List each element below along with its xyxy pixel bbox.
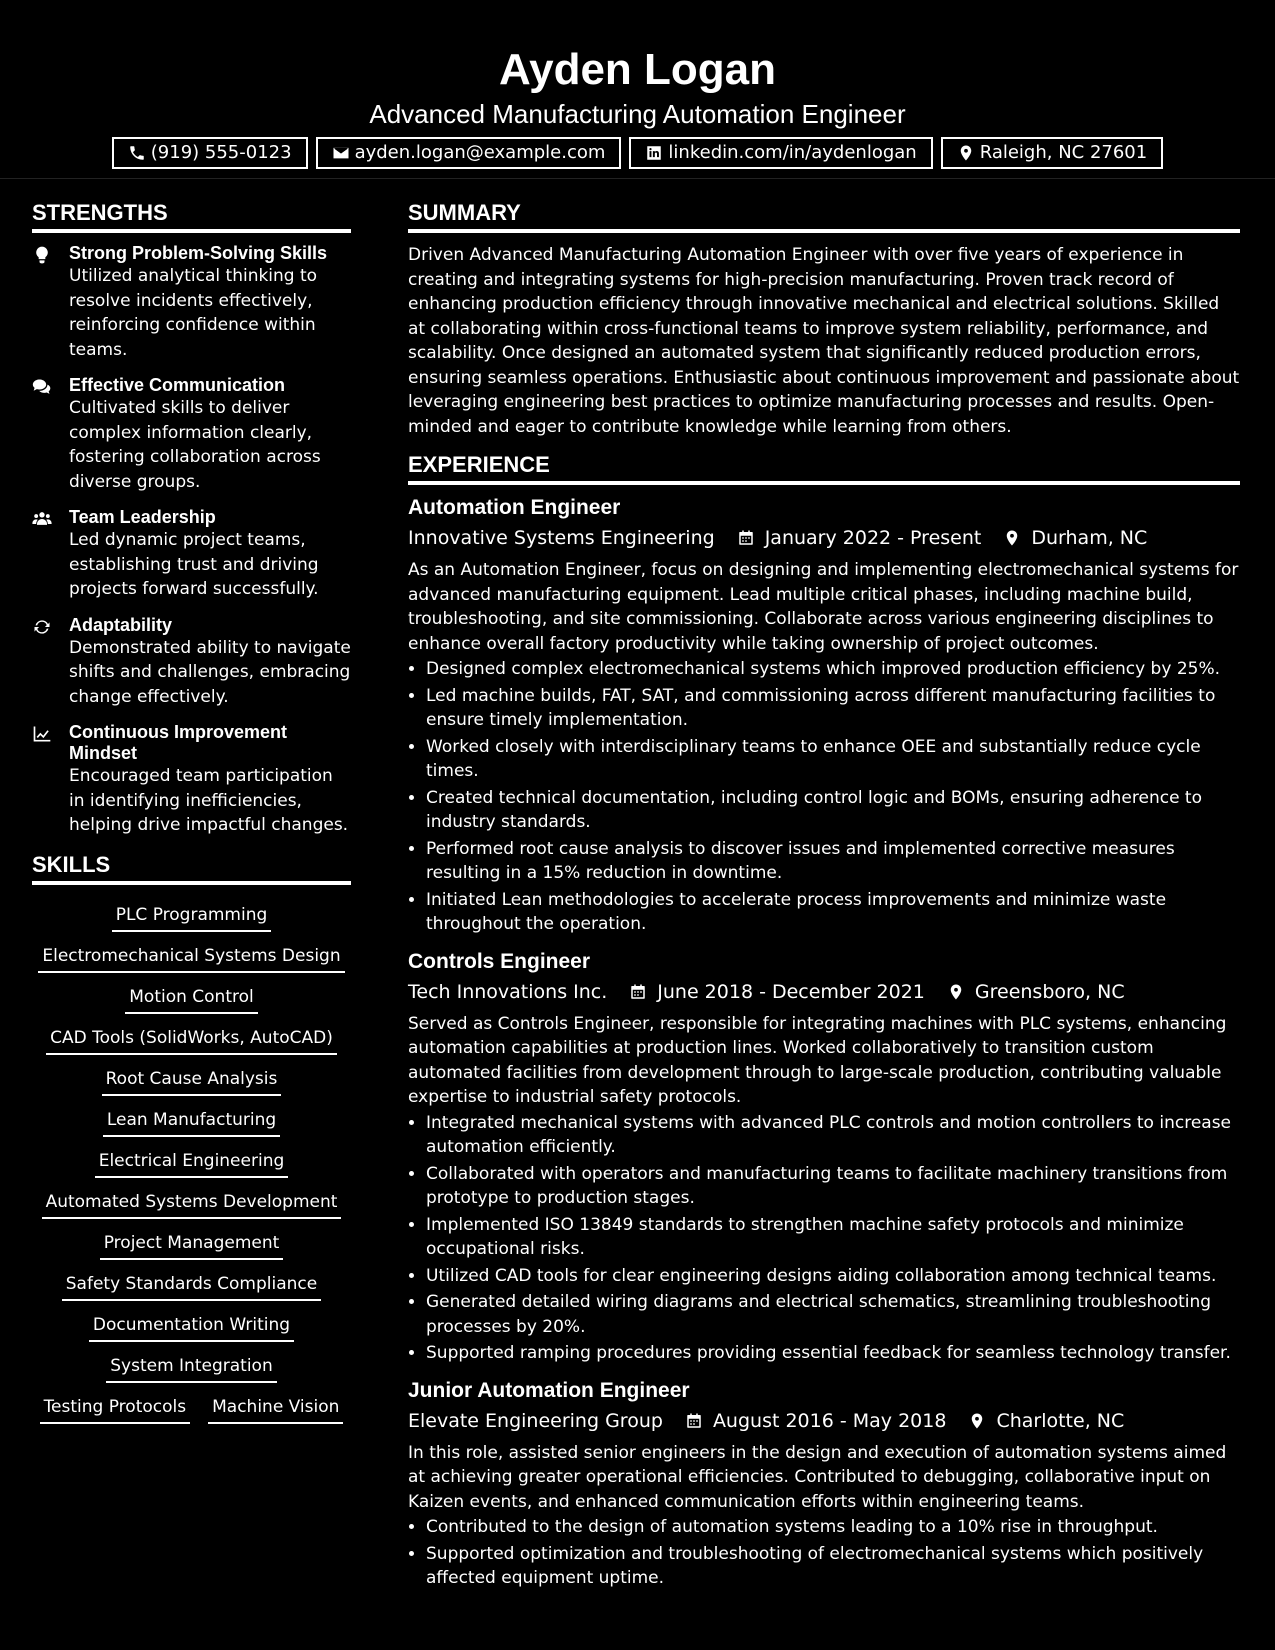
lightbulb-icon xyxy=(32,245,52,265)
job-location: Durham, NC xyxy=(1031,527,1148,549)
header-divider xyxy=(0,178,1275,179)
envelope-icon xyxy=(332,144,350,162)
skills-list xyxy=(32,895,351,1424)
skills-heading: SKILLS xyxy=(32,851,351,885)
right-column xyxy=(408,199,1240,1603)
strength-item xyxy=(32,375,351,494)
bullet-item: • Contributed to the design of automation systems leading to a 10% rise in throughput. xyxy=(426,1515,1240,1540)
bullet-item: • Supported optimization and troubleshooting of electromechanical systems which positively affected equipment uptime. xyxy=(426,1542,1240,1591)
bullet-item: • Designed complex electromechanical systems which improved production efficiency by 25%. xyxy=(426,657,1240,682)
skill-tag: Electromechanical Systems Design xyxy=(38,944,344,973)
contact-phone-text: (919) 555-0123 xyxy=(150,142,292,163)
resume-header xyxy=(0,0,1275,169)
contact-linkedin-text: linkedin.com/in/aydenlogan xyxy=(668,142,917,163)
bullet-item: • Led machine builds, FAT, SAT, and commissioning across different manufacturing facilities to ensure timely implementation. xyxy=(426,684,1240,733)
job-entry xyxy=(408,1378,1240,1591)
job-location: Greensboro, NC xyxy=(974,980,1125,1003)
contact-email[interactable] xyxy=(316,137,622,169)
job-location: Charlotte, NC xyxy=(996,1409,1125,1432)
bullet-item: • Worked closely with interdisciplinary teams to enhance OEE and substantially reduce cycle times. xyxy=(426,735,1240,784)
skill-tag: Lean Manufacturing xyxy=(103,1108,280,1137)
job-dates: August 2016 - May 2018 xyxy=(712,1409,947,1432)
experience-section xyxy=(408,451,1240,1591)
strength-title: Continuous Improvement Mindset xyxy=(69,722,288,763)
map-pin-icon xyxy=(1003,529,1021,547)
strength-title: Strong Problem-Solving Skills xyxy=(69,243,328,263)
bullet-item: • Initiated Lean methodologies to accelerate process improvements and minimize waste throughout the operation. xyxy=(426,888,1240,937)
map-pin-icon xyxy=(957,144,975,162)
strength-description: Demonstrated ability to navigate shifts and challenges, embracing change effectively. xyxy=(69,637,351,707)
job-entry xyxy=(408,949,1240,1366)
skill-tag: Documentation Writing xyxy=(89,1313,294,1342)
strength-item xyxy=(32,615,351,710)
job-dates: June 2018 - December 2021 xyxy=(657,980,925,1003)
job-description: In this role, assisted senior engineers in the design and execution of automation systems aimed at achieving greater operational efficiencies. Contributed to debugging, collaborative input on Kaizen events, and enhanced communication efforts within engineering teams. xyxy=(408,1442,1227,1512)
candidate-title: Advanced Manufacturing Automation Engineer xyxy=(369,99,906,129)
strength-description: Encouraged team participation in identifying inefficiencies, helping drive impactful changes. xyxy=(69,766,349,835)
skill-tag: Automated Systems Development xyxy=(42,1190,342,1219)
summary-section xyxy=(408,199,1240,439)
job-meta xyxy=(408,978,1240,1006)
skill-tag: Testing Protocols xyxy=(40,1395,191,1424)
job-description: Served as Controls Engineer, responsible for integrating machines with PLC systems, enhancing automation capabilities at production lines. Worked collaboratively to transition custom automated facilities from development through to large-scale production, contributing valuable expertise to industrial safety protocols. xyxy=(408,1013,1227,1107)
strength-item xyxy=(32,243,351,362)
skill-tag: PLC Programming xyxy=(112,903,272,932)
bullet-item: • Performed root cause analysis to discover issues and implemented corrective measures resulting in a 15% reduction in downtime. xyxy=(426,837,1240,886)
candidate-name: Ayden Logan xyxy=(498,45,777,94)
contact-location-text: Raleigh, NC 27601 xyxy=(979,142,1148,163)
strength-item xyxy=(32,722,351,838)
bullet-item: • Collaborated with operators and manufacturing teams to facilitate machinery transitions from prototype to production stages. xyxy=(426,1162,1240,1211)
skill-tag: Machine Vision xyxy=(208,1395,343,1424)
contact-bar xyxy=(0,137,1275,169)
sync-icon xyxy=(32,617,52,637)
job-role: Junior Automation Engineer xyxy=(408,1378,690,1402)
job-role: Automation Engineer xyxy=(408,496,621,519)
bullet-item: • Created technical documentation, including control logic and BOMs, ensuring adherence to industry standards. xyxy=(426,786,1240,835)
job-dates: January 2022 - Present xyxy=(764,527,982,549)
skills-section xyxy=(32,851,351,1424)
left-column xyxy=(32,199,351,1424)
job-meta xyxy=(408,524,1240,552)
contact-email-text: ayden.logan@example.com xyxy=(354,142,606,163)
skill-tag: Electrical Engineering xyxy=(95,1149,289,1178)
strength-title: Adaptability xyxy=(69,614,173,635)
map-pin-icon xyxy=(947,983,965,1001)
chart-line-icon xyxy=(32,724,52,744)
strength-description: Cultivated skills to deliver complex information clearly, fostering collaboration across diverse groups. xyxy=(69,398,321,492)
job-meta xyxy=(408,1407,1240,1435)
skill-tag: Root Cause Analysis xyxy=(102,1067,282,1096)
job-company: Innovative Systems Engineering xyxy=(408,527,715,549)
map-pin-icon xyxy=(968,1412,986,1430)
strengths-heading: STRENGTHS xyxy=(32,199,351,233)
strengths-section xyxy=(32,199,351,838)
job-entry xyxy=(408,495,1240,937)
comments-icon xyxy=(32,377,52,397)
summary-text: Driven Advanced Manufacturing Automation Engineer with over five years of experience in creating and integrating systems for high-precision manufacturing. Proven track record of enhancing production efficiency through innovative mechanical and electrical solutions. Skilled at collaborating within cross-functional teams to improve system reliability, performance, and scalability. Once designed an automated system that significantly reduced production errors, ensuring seamless operations. Enthusiastic about continuous improvement and passionate about leveraging engineering best practices to optimize manufacturing processes and results. Open-minded and eager to contribute knowledge while learning from others. xyxy=(408,245,1240,437)
skill-tag: CAD Tools (SolidWorks, AutoCAD) xyxy=(46,1026,337,1055)
skill-tag: Safety Standards Compliance xyxy=(62,1272,321,1301)
skill-tag: System Integration xyxy=(106,1354,276,1383)
bullet-item: • Supported ramping procedures providing essential feedback for seamless technology transfer. xyxy=(426,1341,1240,1366)
contact-location xyxy=(941,137,1164,169)
strength-title: Effective Communication xyxy=(69,375,286,395)
strength-description: Led dynamic project teams, establishing trust and driving projects forward successfully. xyxy=(69,530,319,599)
strength-title: Team Leadership xyxy=(69,507,216,527)
summary-heading: SUMMARY xyxy=(408,199,1240,233)
strength-item xyxy=(32,507,351,602)
experience-heading: EXPERIENCE xyxy=(408,451,1240,485)
bullet-item: • Generated detailed wiring diagrams and electrical schematics, streamlining troubleshooting processes by 20%. xyxy=(426,1290,1240,1339)
phone-icon xyxy=(128,144,146,162)
job-description: As an Automation Engineer, focus on designing and implementing electromechanical systems for advanced manufacturing equipment. Lead multiple critical phases, including machine build, troubleshooting, and site commissioning. Collaborate across various engineering disciplines to enhance overall factory productivity while taking ownership of project outcomes. xyxy=(408,560,1239,654)
job-bullets xyxy=(408,1111,1240,1366)
skill-tag: Project Management xyxy=(100,1231,284,1260)
contact-linkedin[interactable] xyxy=(629,137,932,169)
job-company: Tech Innovations Inc. xyxy=(408,980,608,1003)
bullet-item: • Utilized CAD tools for clear engineering designs aiding collaboration among technical teams. xyxy=(426,1264,1240,1289)
calendar-icon xyxy=(629,983,647,1001)
skill-tag: Motion Control xyxy=(125,985,258,1014)
job-bullets xyxy=(408,657,1240,937)
job-role: Controls Engineer xyxy=(408,949,591,973)
linkedin-icon xyxy=(645,144,663,162)
job-bullets xyxy=(408,1515,1240,1591)
job-company: Elevate Engineering Group xyxy=(408,1409,663,1432)
contact-phone[interactable] xyxy=(112,137,308,169)
bullet-item: • Implemented ISO 13849 standards to strengthen machine safety protocols and minimize occupational risks. xyxy=(426,1213,1240,1262)
users-icon xyxy=(32,509,52,529)
calendar-icon xyxy=(685,1412,703,1430)
calendar-icon xyxy=(737,529,755,547)
bullet-item: • Integrated mechanical systems with advanced PLC controls and motion controllers to increase automation efficiently. xyxy=(426,1111,1240,1160)
strength-description: Utilized analytical thinking to resolve incidents effectively, reinforcing confidence within teams. xyxy=(69,266,318,360)
